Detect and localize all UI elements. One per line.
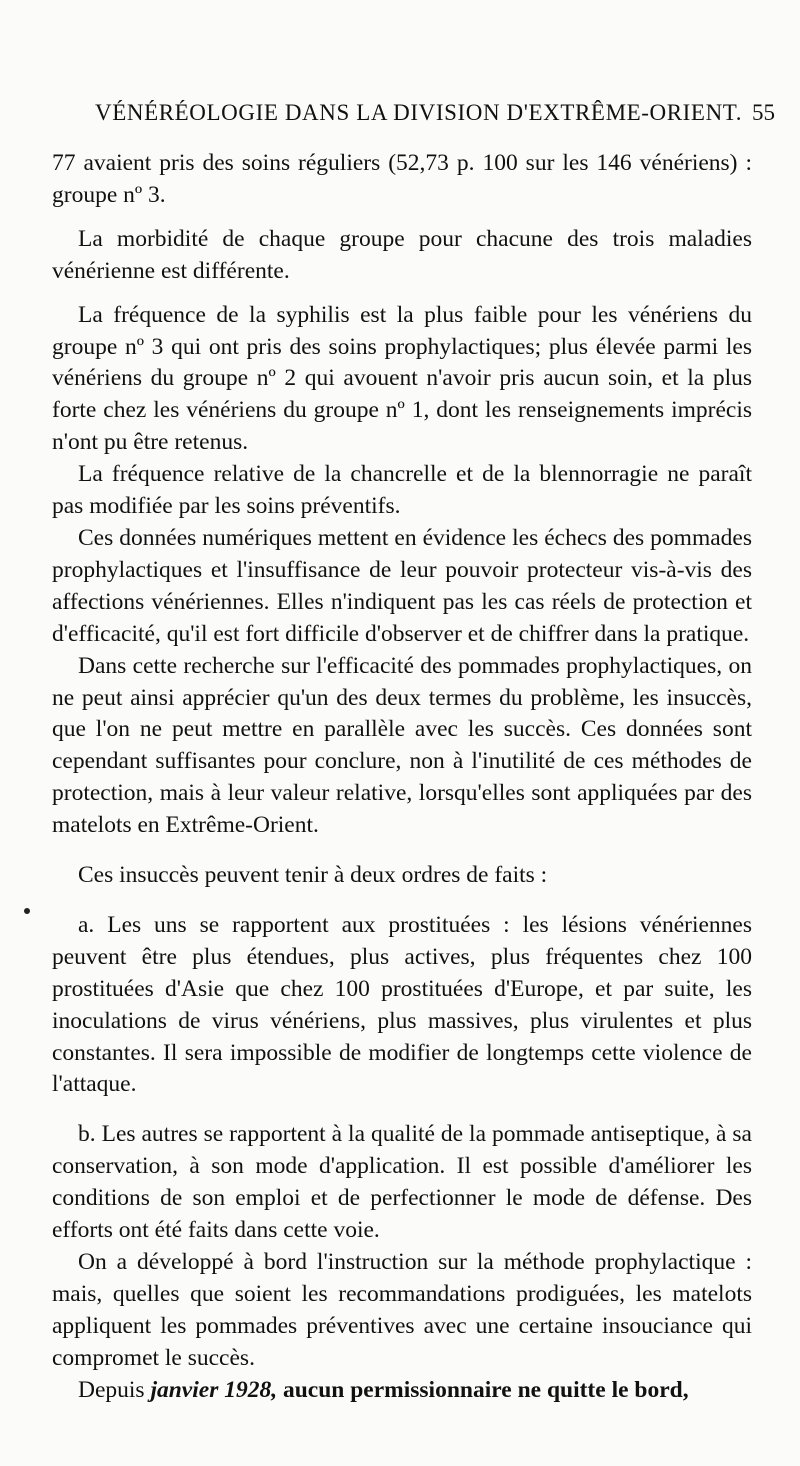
body-text <box>52 148 752 1407</box>
paragraph: On a développé à bord l'instruction sur la méthode prophylactique : mais, quelles que soient les recommandations prodiguées, les matelots appliquent les pommades préventives avec une certaine insouciance qui compromet le succès. <box>52 1249 752 1371</box>
last-line-prefix: Depuis <box>78 1376 151 1403</box>
paragraph: La morbidité de chaque groupe pour chacune des trois maladies vénérienne est différente. <box>52 225 752 284</box>
paragraph: Ces insuccès peuvent tenir à deux ordres de faits : <box>78 862 548 889</box>
paragraph: Ces données numériques mettent en évidence les échecs des pommades prophylactiques et l'insuffisance de leur pouvoir protecteur vis-à-vis des affections vénériennes. Elles n'indiquent pas les cas réels de protection et d'efficacité, qu'il est fort difficile d'observer et de chiffrer dans la pratique. <box>52 524 752 647</box>
margin-mark <box>24 908 30 914</box>
paragraph: Dans cette recherche sur l'efficacité des pommades prophylactiques, on ne peut ainsi apprécier qu'un des deux termes du problème, les insuccès, que l'on ne peut mettre en parallèle avec les succès. Ces données sont cependant suffisantes pour conclure, non à l'inutilité de ces méthodes de protection, mais à leur valeur relative, lorsqu'elles sont appliquées par des matelots en Extrême-Orient. <box>52 652 752 839</box>
page-number: 55 <box>752 100 775 125</box>
paragraph: La fréquence de la syphilis est la plus faible pour les vénériens du groupe nº 3 qui ont pris des soins prophylactiques; plus élevée parmi les vénériens du groupe nº 2 qui avouent n'avoir pris aucun soin, et la plus forte chez les vénériens du groupe nº 1, dont les renseignements imprécis n'ont pu être retenus. <box>52 301 752 456</box>
paragraph: a. Les uns se rapportent aux prostituées : les lésions vénériennes peuvent être plus étendues, plus actives, plus fréquentes chez 100 prostituées d'Asie que chez 100 prostituées d'Europe, et par suite, les inoculations de virus vénériens, plus massives, plus virulentes et plus constantes. Il sera impossible de modifier de longtemps cette violence de l'attaque. <box>52 911 752 1098</box>
paragraph: b. Les autres se rapportent à la qualité de la pommade antiseptique, à sa conservation, à son mode d'application. Il est possible d'améliorer les conditions de son emploi et de perfectionner le mode de défense. Des efforts ont été faits dans cette voie. <box>52 1121 752 1244</box>
page-header <box>95 100 775 134</box>
paragraph: 77 avaient pris des soins réguliers (52,73 p. 100 sur les 146 vénériens) : groupe nº 3. <box>52 150 752 208</box>
last-line-suffix: aucun permissionnaire ne quitte le bord, <box>277 1376 689 1403</box>
running-head: VÉNÉRÉOLOGIE DANS LA DIVISION D'EXTRÊME-ORIENT. <box>95 100 743 125</box>
paragraph-last <box>52 1375 752 1407</box>
paragraph: La fréquence relative de la chancrelle et de la blennorragie ne paraît pas modifiée par les soins préventifs. <box>52 461 752 520</box>
date-emphasis: janvier 1928, <box>150 1376 278 1403</box>
